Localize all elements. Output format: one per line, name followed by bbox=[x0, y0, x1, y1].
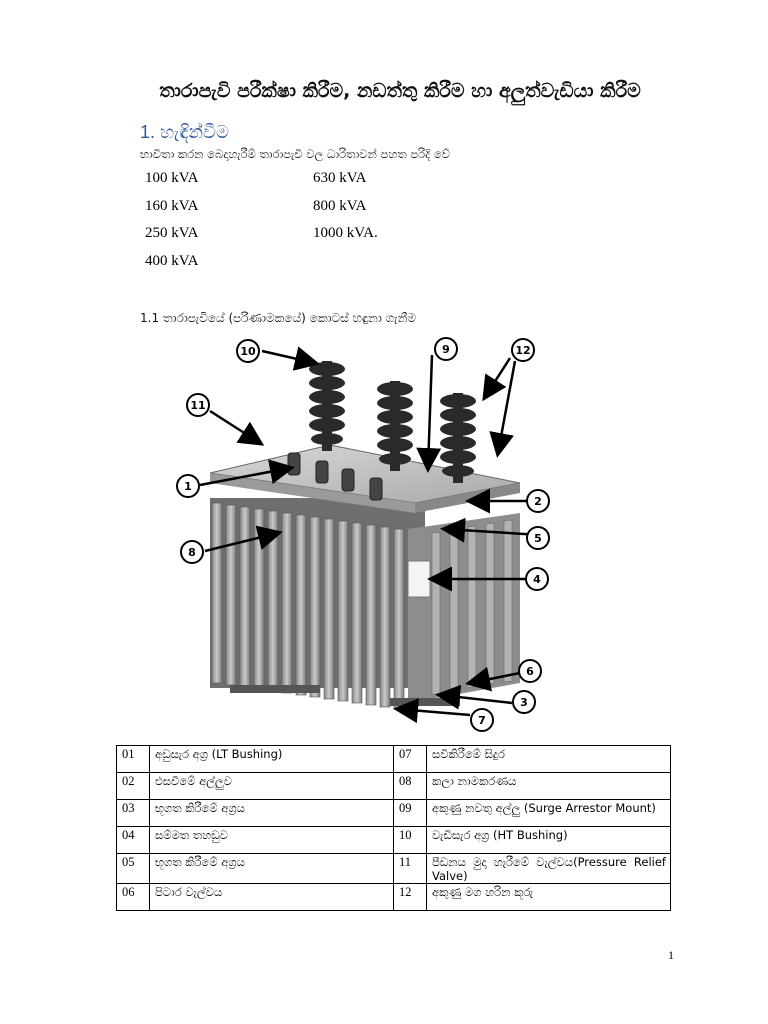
rating-value bbox=[313, 253, 503, 281]
rating-row bbox=[145, 170, 505, 198]
rating-value: 630 kVA bbox=[313, 170, 367, 186]
rating-value: 1000 kVA. bbox=[313, 225, 378, 241]
callout-label: 1 bbox=[184, 480, 192, 493]
table-cell: පිටාර වැල්වය bbox=[150, 884, 394, 911]
table-cell: 11 bbox=[394, 854, 427, 884]
table-cell: 08 bbox=[394, 773, 427, 800]
table-cell: 02 bbox=[117, 773, 150, 800]
table-cell: 09 bbox=[394, 800, 427, 827]
table-cell: 06 bbox=[117, 884, 150, 911]
table-cell: අඩුසැර අග්‍ර (LT Bushing) bbox=[150, 746, 394, 773]
transformer-illustration bbox=[170, 333, 550, 733]
rating-value: 400 kVA bbox=[145, 252, 199, 269]
table-row bbox=[117, 884, 671, 911]
transformer-figure bbox=[170, 333, 550, 733]
table-row bbox=[117, 800, 671, 827]
page-title: තාරාපැවි පරීක්ෂා කිරීම, නඩත්තු කිරීම හා අලුත්වැඩියා කිරීම bbox=[159, 80, 641, 102]
table-cell: 07 bbox=[394, 746, 427, 773]
table-cell: 12 bbox=[394, 884, 427, 911]
callout-1 bbox=[177, 475, 199, 497]
table-cell: භූගත කිරීමේ අග්‍රය bbox=[150, 800, 394, 827]
callout-label: 2 bbox=[534, 495, 542, 508]
callout-8 bbox=[181, 541, 203, 563]
rating-row bbox=[145, 225, 505, 253]
callout-5 bbox=[527, 527, 549, 549]
callout-label: 10 bbox=[240, 345, 256, 358]
callout-3 bbox=[513, 691, 535, 713]
callout-10 bbox=[237, 340, 259, 362]
callout-label: 9 bbox=[442, 343, 450, 356]
callout-label: 5 bbox=[534, 532, 542, 545]
callout-2 bbox=[527, 490, 549, 512]
table-cell: කලා නාමකරණය bbox=[427, 773, 671, 800]
callout-label: 7 bbox=[478, 714, 486, 727]
callout-6 bbox=[519, 660, 541, 682]
table-cell: 04 bbox=[117, 827, 150, 854]
callout-7 bbox=[471, 709, 493, 731]
table-cell: අකුණු මග හරින කූරු bbox=[427, 884, 671, 911]
intro-text: භාවිතා කරන බෙදාහැරීම් තාරාපැවි වල ධාරිතාවන් පහත පරිදි වේ bbox=[140, 147, 450, 161]
page-number: 1 bbox=[668, 948, 674, 962]
callout-12 bbox=[512, 339, 534, 361]
rating-value: 160 kVA bbox=[145, 197, 199, 214]
subsection-heading: 1.1 තාරාපැවියේ (පරිණාමකයේ) කොටස් හඳුනා ගැනීම bbox=[140, 311, 416, 325]
rating-value: 100 kVA bbox=[145, 170, 199, 186]
table-row bbox=[117, 854, 671, 884]
callout-label: 4 bbox=[533, 573, 541, 586]
callout-9 bbox=[435, 338, 457, 360]
callout-label: 11 bbox=[190, 399, 206, 412]
table-cell: 03 bbox=[117, 800, 150, 827]
table-row bbox=[117, 746, 671, 773]
table-cell: එසවීමේ අල්ලුව bbox=[150, 773, 394, 800]
rating-row bbox=[145, 253, 505, 281]
table-cell: වැඩිසැර අග්‍ර (HT Bushing) bbox=[427, 827, 671, 854]
rating-value: 250 kVA bbox=[145, 225, 199, 241]
table-cell: පීඩනය මුදා හැරීමේ වැල්වය(Pressure Relief Valve) bbox=[427, 854, 671, 884]
rating-row bbox=[145, 198, 505, 226]
section-heading: 1. හැඳින්වීම bbox=[140, 122, 229, 142]
table-cell: සවිකිරීමේ සිදුර bbox=[427, 746, 671, 773]
callout-4 bbox=[526, 568, 548, 590]
callout-label: 3 bbox=[520, 696, 528, 709]
callout-label: 12 bbox=[515, 344, 531, 357]
table-cell: සම්මත තහඩුව bbox=[150, 827, 394, 854]
callout-11 bbox=[187, 394, 209, 416]
parts-table bbox=[116, 745, 671, 911]
table-cell: 10 bbox=[394, 827, 427, 854]
ratings-list bbox=[145, 170, 505, 280]
callout-label: 6 bbox=[526, 665, 534, 678]
rating-value: 800 kVA bbox=[313, 197, 367, 214]
table-row bbox=[117, 773, 671, 800]
table-cell: අකුණු නවතු අල්ලු (Surge Arrestor Mount) bbox=[427, 800, 671, 827]
table-cell: 05 bbox=[117, 854, 150, 884]
table-row bbox=[117, 827, 671, 854]
table-cell: භූගත කිරීමේ අග්‍රය bbox=[150, 854, 394, 884]
table-cell: 01 bbox=[117, 746, 150, 773]
callout-label: 8 bbox=[188, 546, 196, 559]
